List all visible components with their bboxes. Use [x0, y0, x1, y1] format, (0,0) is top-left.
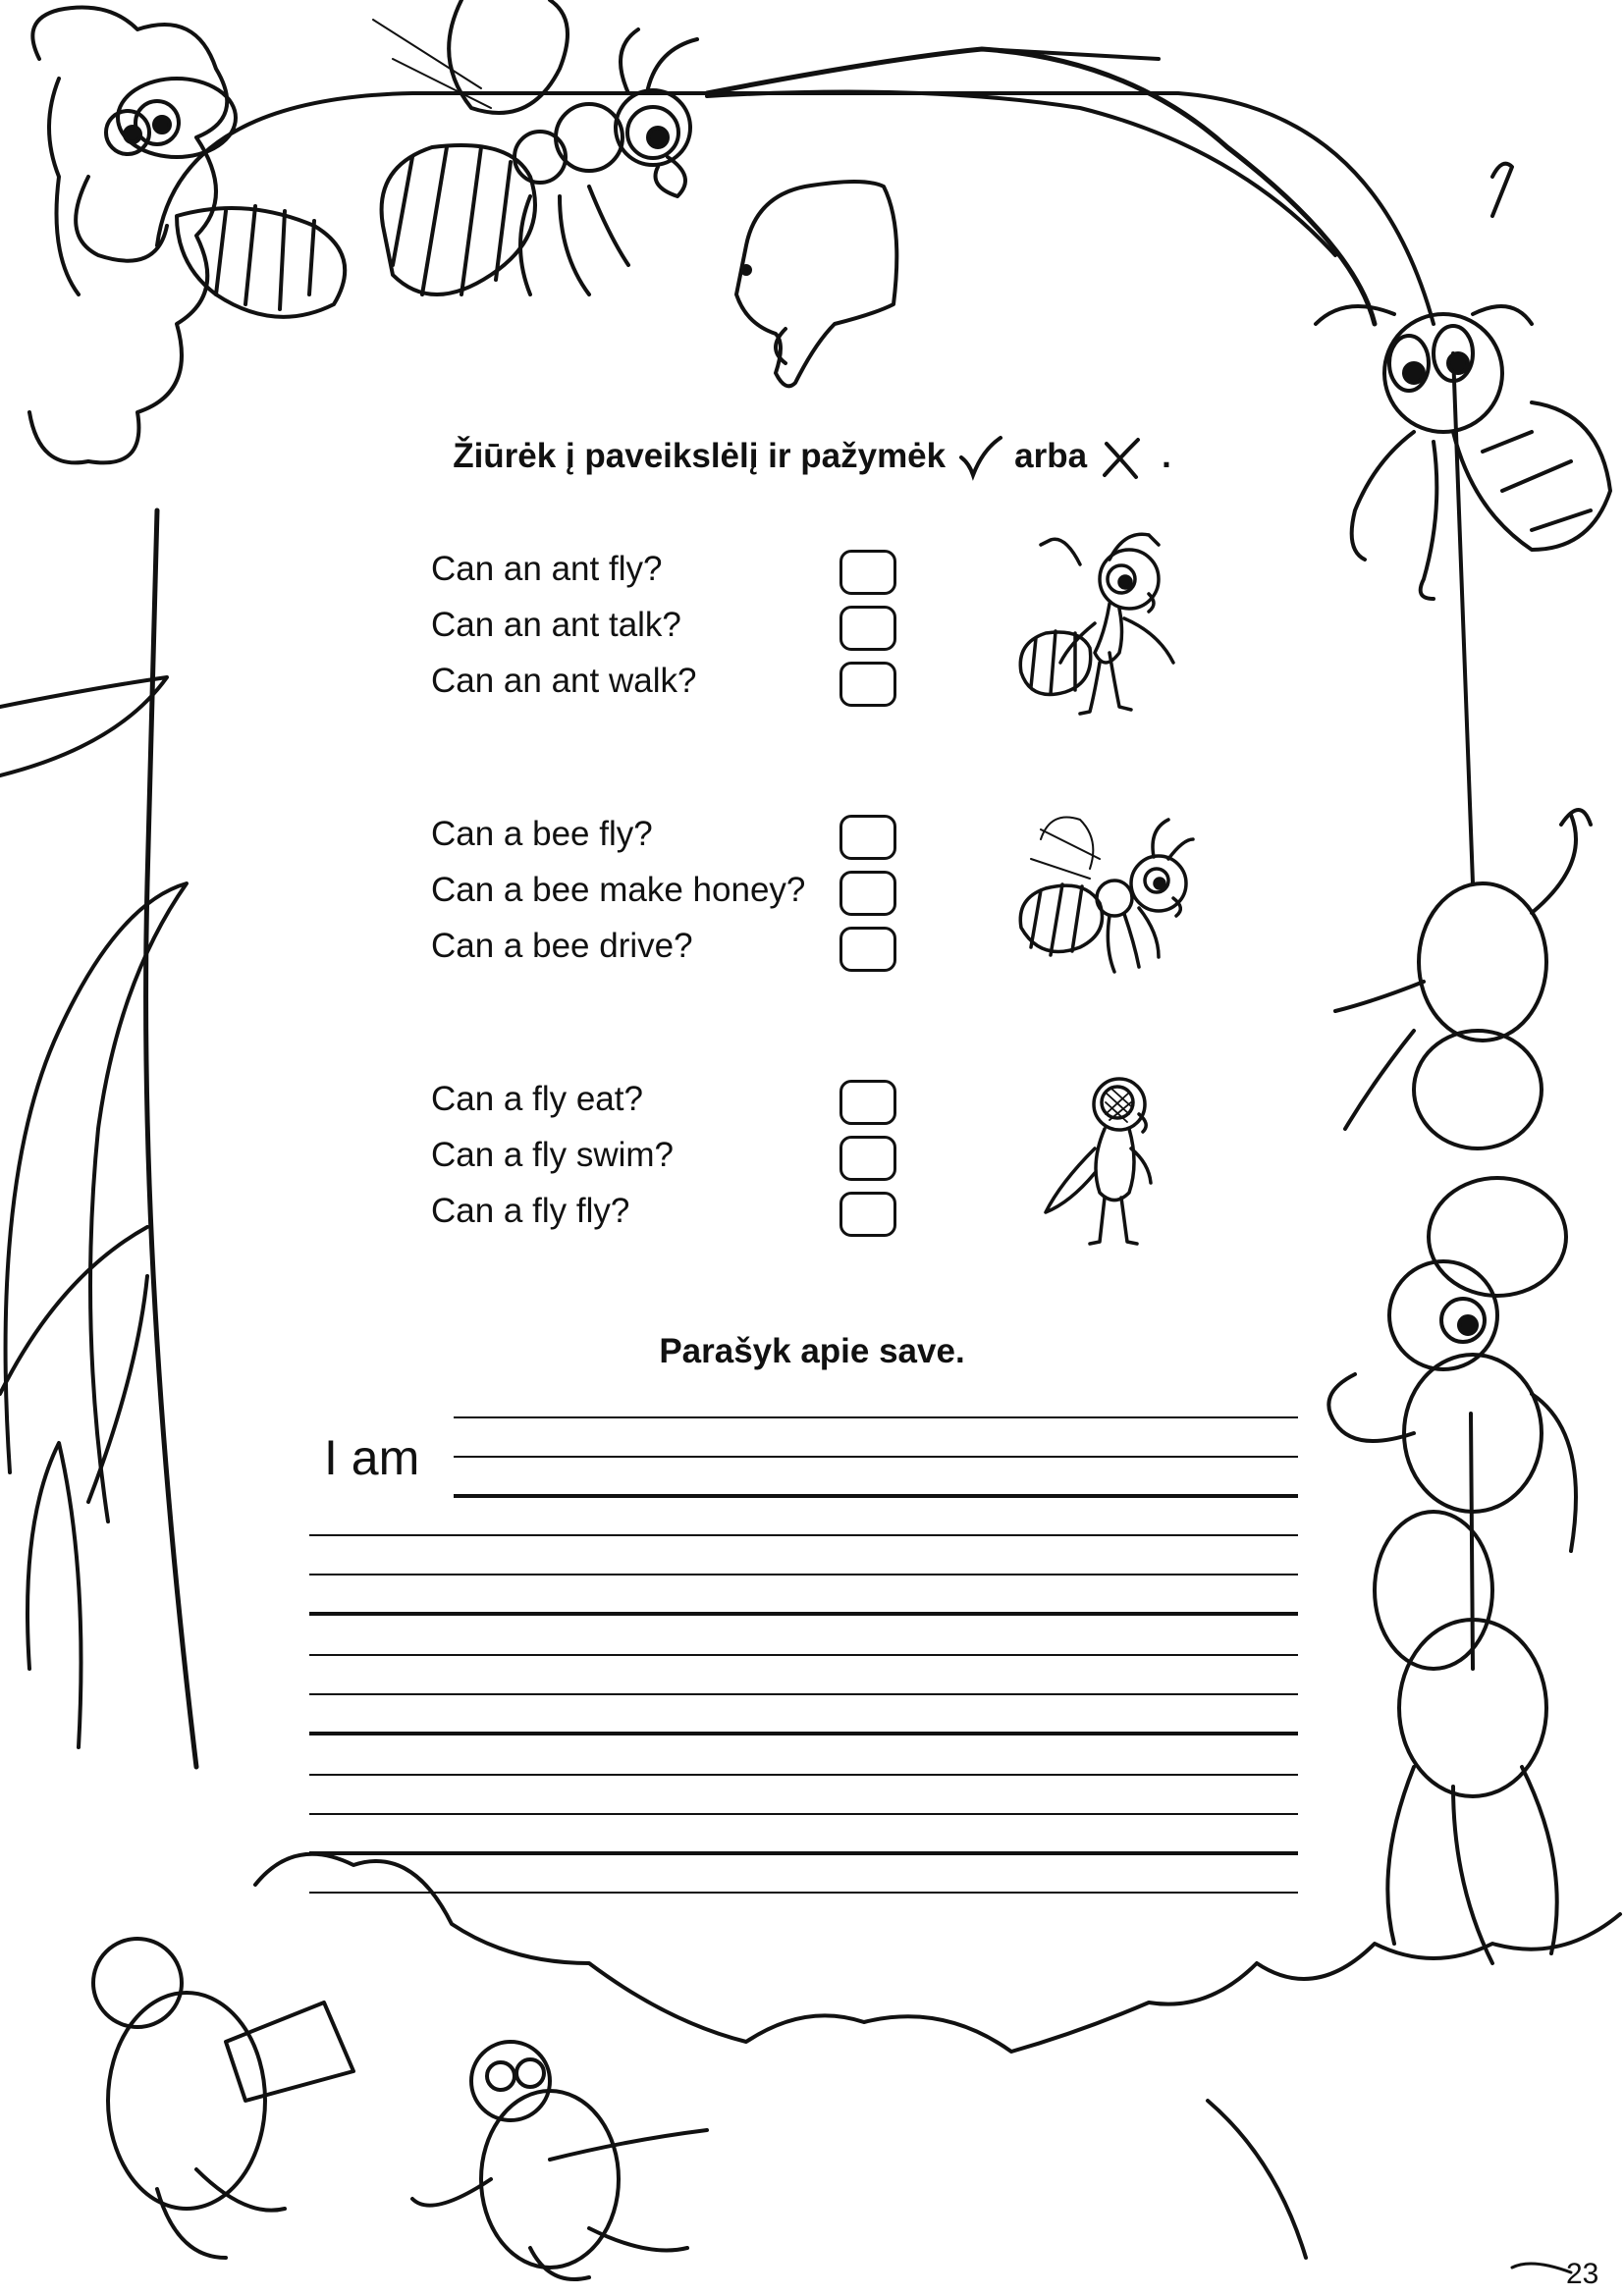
question-text: Can a fly swim? — [431, 1136, 675, 1174]
writing-line[interactable] — [454, 1416, 1298, 1418]
instruction-or-text: arba — [1014, 437, 1088, 475]
writing-line[interactable] — [309, 1813, 1298, 1815]
writing-prompt: I am — [324, 1430, 420, 1485]
answer-checkbox[interactable] — [839, 606, 896, 651]
writing-heading: Parašyk apie save. — [659, 1332, 965, 1370]
writing-line[interactable] — [309, 1654, 1298, 1656]
ant-icon — [1011, 525, 1188, 721]
answer-checkbox[interactable] — [839, 662, 896, 707]
caterpillar-illustration — [76, 79, 345, 317]
writing-line[interactable] — [309, 1534, 1298, 1536]
question-text: Can a bee drive? — [431, 927, 693, 965]
answer-checkbox[interactable] — [839, 927, 896, 972]
question-text: Can a bee make honey? — [431, 871, 806, 909]
ladybug-character-illustration — [412, 2042, 707, 2279]
question-text: Can a fly eat? — [431, 1080, 643, 1118]
elephant-head-illustration — [736, 182, 896, 386]
ant-tower-illustration — [1328, 810, 1591, 1963]
flying-bee-illustration — [373, 0, 697, 294]
question-text: Can an ant walk? — [431, 662, 697, 700]
checkmark-icon — [955, 432, 1004, 481]
question-text: Can a bee fly? — [431, 815, 653, 853]
instruction-text: Žiūrėk į paveikslėlį ir pažymėk — [453, 437, 947, 475]
page-number: 23 — [1566, 2258, 1599, 2290]
cross-icon — [1097, 432, 1146, 481]
answer-checkbox[interactable] — [839, 1192, 896, 1237]
answer-checkbox[interactable] — [839, 1080, 896, 1125]
answer-checkbox[interactable] — [839, 550, 896, 595]
answer-checkbox[interactable] — [839, 871, 896, 916]
writing-line[interactable] — [454, 1456, 1298, 1458]
question-text: Can an ant fly? — [431, 550, 663, 588]
writing-line[interactable] — [309, 1574, 1298, 1575]
hanging-ant-illustration — [1316, 164, 1610, 599]
answer-checkbox[interactable] — [839, 815, 896, 860]
writing-line[interactable] — [309, 1774, 1298, 1776]
writing-baseline[interactable] — [309, 1612, 1298, 1616]
writing-line[interactable] — [309, 1892, 1298, 1894]
writing-baseline[interactable] — [309, 1732, 1298, 1735]
bee-icon — [1011, 800, 1198, 987]
writing-line[interactable] — [309, 1693, 1298, 1695]
question-text: Can an ant talk? — [431, 606, 681, 644]
writing-baseline[interactable] — [454, 1494, 1298, 1498]
ladybug-with-laptop-illustration — [93, 1939, 353, 2258]
instruction-period: . — [1162, 437, 1171, 475]
instruction-line — [0, 432, 1624, 481]
question-text: Can a fly fly? — [431, 1192, 630, 1230]
writing-baseline[interactable] — [309, 1851, 1298, 1855]
fly-icon — [1041, 1075, 1178, 1252]
answer-checkbox[interactable] — [839, 1136, 896, 1181]
